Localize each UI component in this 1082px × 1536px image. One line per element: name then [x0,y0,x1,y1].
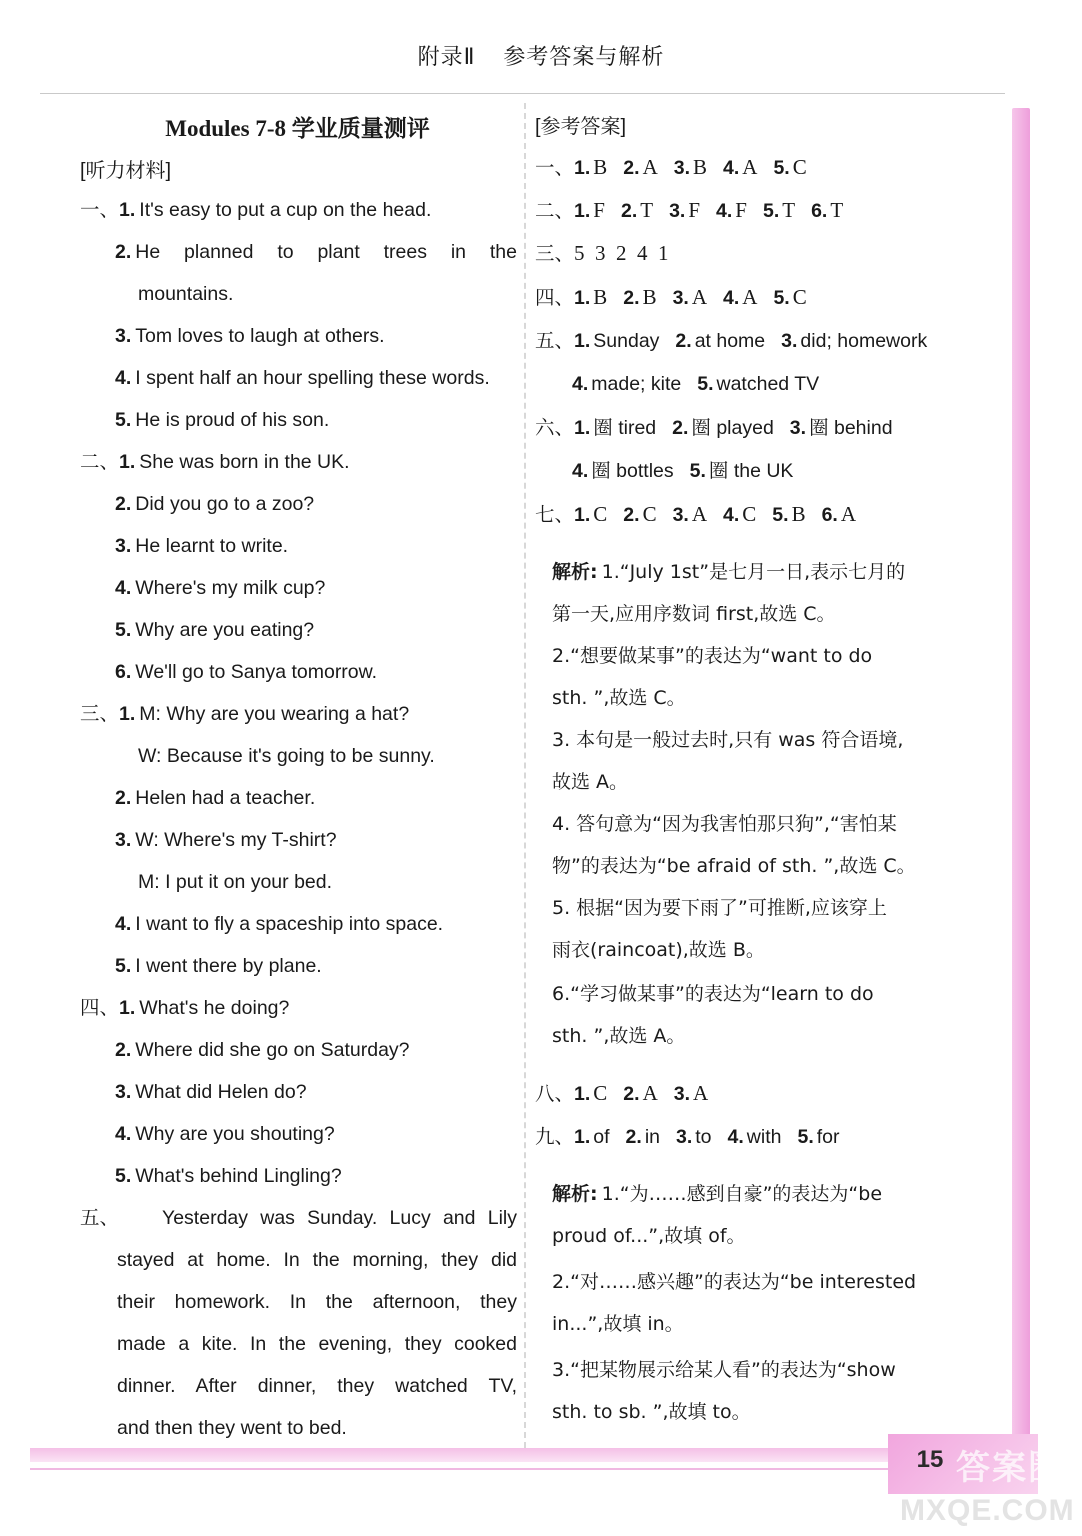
listening-sec1-item3: 3. Tom loves to laugh at others. [115,325,385,347]
bottom-decor-line [30,1468,890,1470]
listening-sec5-mark: 五、 [80,1207,120,1229]
explanation-1-line-1: 解析: 1.“July 1st”是七月一日,表示七月的 [552,561,906,583]
answers-row-3: 三、5 3 2 4 1 [535,241,669,265]
explanation-2-line-5: 3.“把某物展示给某人看”的表达为“show [552,1359,896,1381]
listening-sec3-item4: 4. I want to fly a spaceship into space. [115,913,444,935]
answers-row-9: 九、1. of 2. in 3. to 4. with 5. for [535,1126,840,1148]
listening-sec3-item2: 2. Helen had a teacher. [115,787,316,809]
explanation-1-line-2: 第一天,应用序数词 first,故选 C。 [552,603,836,625]
page-number: 15 [916,1446,944,1473]
watermark-logo: 答案圈 [956,1448,1064,1488]
passage-line-2: stayed at home. In the morning, they did [117,1249,517,1271]
header-rule [40,93,1005,94]
explanation-1-line-8: 物”的表达为“be afraid of sth. ”,故选 C。 [552,855,916,877]
listening-sec4-item1: 四、1. What's he doing? [80,997,290,1019]
answers-row-4: 四、1. B 2. B 3. A 4. A 5. C [535,285,807,309]
answers-row-5-cont: 4. made; kite 5. watched TV [572,373,820,395]
listening-sec2-item4: 4. Where's my milk cup? [115,577,326,599]
answers-tag: [参考答案] [535,116,627,138]
listening-sec1-item5: 5. He is proud of his son. [115,409,330,431]
explanation-2-line-6: sth. to sb. ”,故填 to。 [552,1401,751,1423]
explanation-1-line-12: sth. ”,故选 A。 [552,1025,686,1047]
listening-sec1-item2-cont: mountains. [138,283,234,305]
listening-sec1-item4: 4. I spent half an hour spelling these words. [115,367,490,389]
listening-sec1-item2: 2. He planned to plant trees in the [115,241,517,263]
explanation-2-line-4: in...”,故填 in。 [552,1313,684,1335]
column-divider [524,103,526,1448]
explanation-1-line-4: sth. ”,故选 C。 [552,687,686,709]
section-label: 参考答案与解析 [503,44,665,69]
explanation-2-line-1: 解析: 1.“为……感到自豪”的表达为“be [552,1183,883,1205]
listening-sec2-item5: 5. Why are you eating? [115,619,315,641]
explanation-1-line-7: 4. 答句意为“因为我害怕那只狗”,“害怕某 [552,813,897,835]
explanation-2-line-2: proud of...”,故填 of。 [552,1225,746,1247]
passage-line-4: made a kite. In the evening, they cooked [117,1333,517,1355]
answers-row-1: 一、1. B 2. A 3. B 4. A 5. C [535,155,807,179]
listening-sec1-item1: 一、1. It's easy to put a cup on the head. [80,199,432,221]
answers-row-6-cont: 4. 圈 bottles 5. 圈 the UK [572,460,794,482]
bottom-decor-bar [30,1448,890,1462]
page-title: Modules 7-8 学业质量测评 [165,116,430,141]
side-decor-bar [1012,108,1030,1438]
passage-line-6: and then they went to bed. [117,1417,347,1439]
passage-line-1: Yesterday was Sunday. Lucy and Lily [162,1207,517,1229]
listening-sec4-item5: 5. What's behind Lingling? [115,1165,342,1187]
answers-row-6: 六、1. 圈 tired 2. 圈 played 3. 圈 behind [535,417,893,439]
listening-sec2-item3: 3. He learnt to write. [115,535,289,557]
running-header [0,40,1082,71]
listening-sec4-item2: 2. Where did she go on Saturday? [115,1039,410,1061]
listening-sec3-item3: 3. W: Where's my T-shirt? [115,829,337,851]
appendix-label: 附录Ⅱ [417,44,476,69]
listening-sec2-item2: 2. Did you go to a zoo? [115,493,315,515]
explanation-1-line-3: 2.“想要做某事”的表达为“want to do [552,645,873,667]
answers-row-2: 二、1. F 2. T 3. F 4. F 5. T 6. T [535,198,844,222]
explanation-1-line-10: 雨衣(raincoat),故选 B。 [552,939,765,961]
answers-row-7: 七、1. C 2. C 3. A 4. C 5. B 6. A [535,502,857,526]
passage-line-3: their homework. In the afternoon, they [117,1291,517,1313]
listening-sec2-item6: 6. We'll go to Sanya tomorrow. [115,661,378,683]
listening-sec3-item1-reply: W: Because it's going to be sunny. [138,745,435,767]
explanation-1-line-6: 故选 A。 [552,771,629,793]
answers-row-8: 八、1. C 2. A 3. A [535,1081,709,1105]
listening-sec3-item5: 5. I went there by plane. [115,955,322,977]
listening-sec4-item4: 4. Why are you shouting? [115,1123,335,1145]
passage-line-5: dinner. After dinner, they watched TV, [117,1375,517,1397]
explanation-1-line-11: 6.“学习做某事”的表达为“learn to do [552,983,874,1005]
answers-row-5: 五、1. Sunday 2. at home 3. did; homework [535,330,928,352]
watermark-site: MXQE.COM [900,1494,1075,1527]
listening-sec2-item1: 二、1. She was born in the UK. [80,451,350,473]
listening-sec4-item3: 3. What did Helen do? [115,1081,307,1103]
listening-sec3-item1: 三、1. M: Why are you wearing a hat? [80,703,410,725]
listening-sec3-item3-reply: M: I put it on your bed. [138,871,333,893]
explanation-1-line-9: 5. 根据“因为要下雨了”可推断,应该穿上 [552,897,887,919]
explanation-1-line-5: 3. 本句是一般过去时,只有 was 符合语境, [552,729,904,751]
explanation-2-line-3: 2.“对……感兴趣”的表达为“be interested [552,1271,917,1293]
listening-tag: [听力材料] [80,160,172,182]
